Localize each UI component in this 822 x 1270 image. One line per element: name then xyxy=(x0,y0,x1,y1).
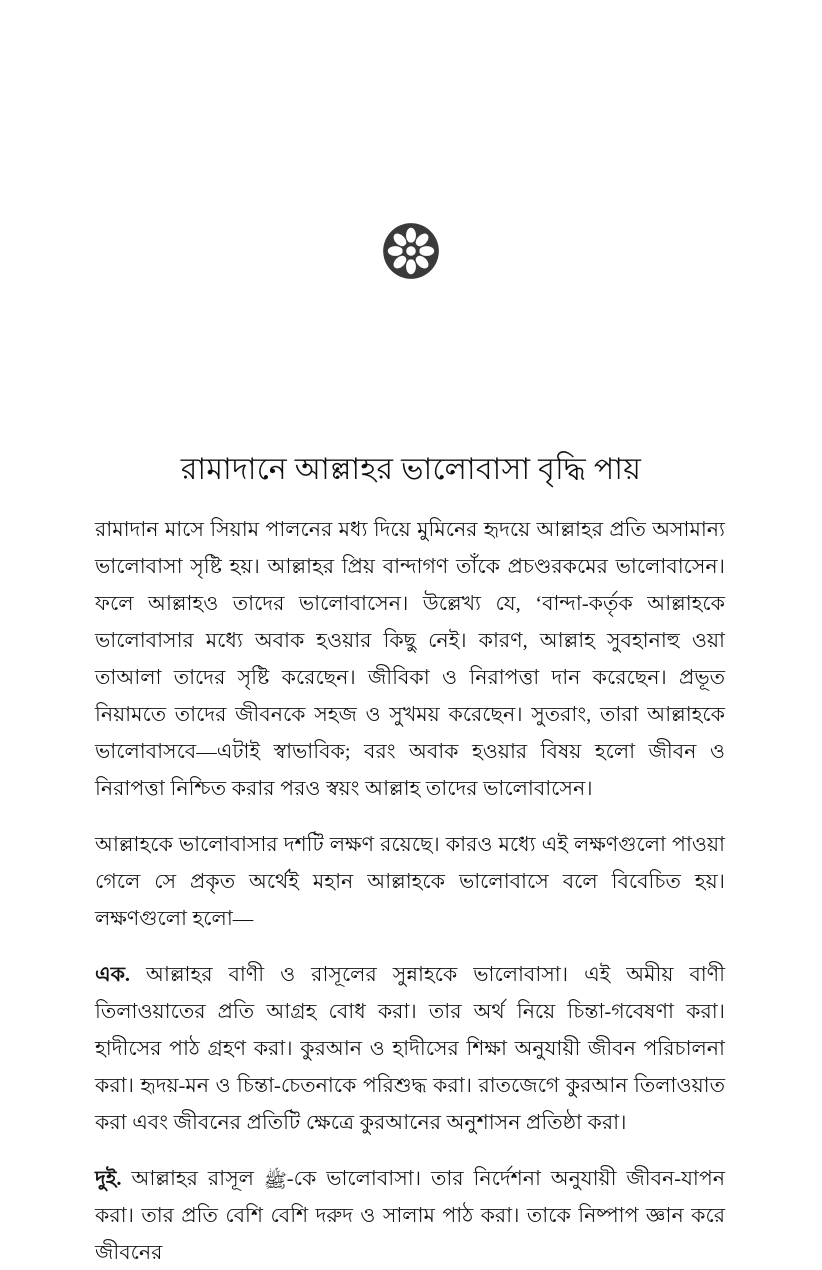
paragraph-4 xyxy=(95,1161,725,1270)
paragraph-2 xyxy=(95,827,725,938)
paragraph-4-lead: দুই. xyxy=(95,1168,122,1190)
paragraph-4-text-after-glyph: -কে ভালোবাসা। তার নির্দেশনা অনুযায়ী জীবন-যাপন করা। তার প্রতি বেশি বেশি দরুদ ও সালাম পাঠ করা। তাকে নিষ্পাপ জ্ঞান করে জীবনের xyxy=(95,1168,725,1264)
paragraph-1 xyxy=(95,512,725,808)
sallallahu-alayhi-wasallam-glyph: ﷺ xyxy=(263,1171,287,1192)
body-text-block xyxy=(95,512,725,1270)
paragraph-2-text: আল্লাহকে ভালোবাসার দশটি লক্ষণ রয়েছে। কারও মধ্যে এই লক্ষণগুলো পাওয়া গেলে সে প্রকৃত অর্থেই মহান আল্লাহকে ভালোবাসে বলে বিবেচিত হয়। লক্ষণগুলো হলো— xyxy=(95,834,725,930)
ornament-container xyxy=(0,222,822,280)
paragraph-3 xyxy=(95,957,725,1142)
paragraph-1-text: রামাদান মাসে সিয়াম পালনের মধ্য দিয়ে মুমিনের হৃদয়ে আল্লাহর প্রতি অসামান্য ভালোবাসা সৃষ্টি হয়। আল্লাহর প্রিয় বান্দাগণ তাঁকে প্রচণ্ডরকমের ভালোবাসেন। ফলে আল্লাহও তাদের ভালোবাসেন। উল্লেখ্য যে, ‘বান্দা-কর্তৃক আল্লাহকে ভালোবাসার মধ্যে অবাক হওয়ার কিছু নেই। কারণ, আল্লাহ সুবহানাহু ওয়া তাআলা তাদের সৃষ্টি করেছেন। জীবিকা ও নিরাপত্তা দান করেছেন। প্রভূত নিয়ামতে তাদের জীবনকে সহজ ও সুখময় করেছেন। সুতরাং, তারা আল্লাহকে ভালোবাসবে—এটাই স্বাভাবিক; বরং অবাক হওয়ার বিষয় হলো জীবন ও নিরাপত্তা নিশ্চিত করার পরও স্বয়ং আল্লাহ তাদের ভালোবাসেন। xyxy=(95,519,725,800)
paragraph-4-text-before-glyph: আল্লাহর রাসূল xyxy=(121,1168,264,1190)
wheel-rosette-ornament-icon xyxy=(382,222,440,280)
paragraph-3-text: আল্লাহর বাণী ও রাসূলের সুন্নাহকে ভালোবাসা। এই অমীয় বাণী তিলাওয়াতের প্রতি আগ্রহ বোধ করা। তার অর্থ নিয়ে চিন্তা-গবেষণা করা। হাদীসের পাঠ গ্রহণ করা। কুরআন ও হাদীসের শিক্ষা অনুযায়ী জীবন পরিচালনা করা। হৃদয়-মন ও চিন্তা-চেতনাকে পরিশুদ্ধ করা। রাতজেগে কুরআন তিলাওয়াত করা এবং জীবনের প্রতিটি ক্ষেত্রে কুরআনের অনুশাসন প্রতিষ্ঠা করা। xyxy=(95,964,725,1134)
paragraph-3-lead: এক. xyxy=(95,964,131,986)
chapter-title: রামাদানে আল্লাহর ভালোবাসা বৃদ্ধি পায় xyxy=(180,453,642,487)
